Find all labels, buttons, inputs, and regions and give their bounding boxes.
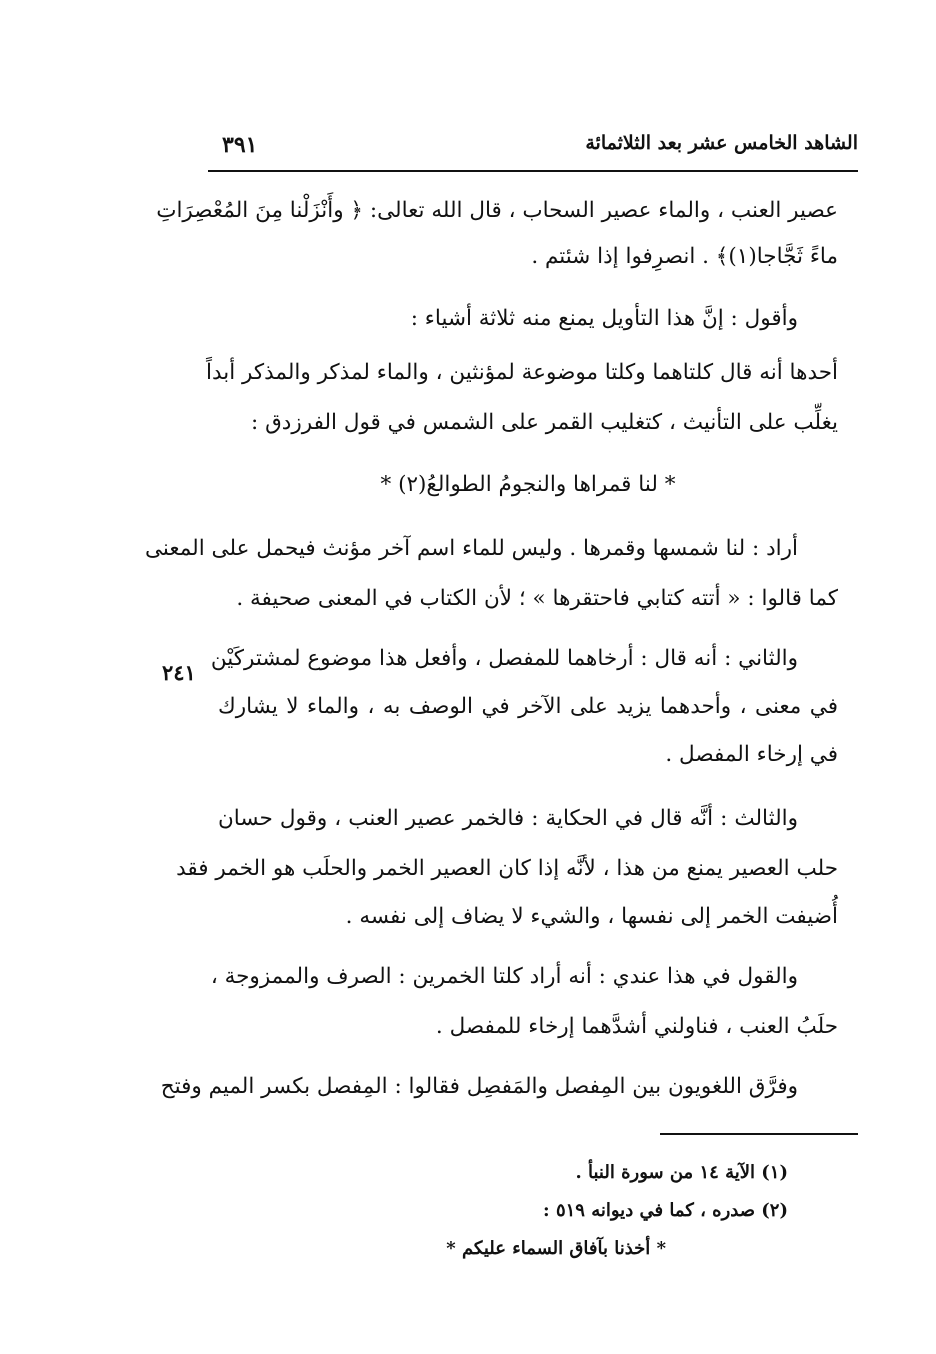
body-line-2: ماءً ثَجَّاجا(١)﴾ . انصرِفوا إذا شئتم . — [531, 244, 838, 269]
body-line-9: والثاني : أنه قال : أرخاهما للمفصل ، وأفعل هذا موضوع لمشتركَيْن — [210, 646, 798, 671]
footnote-verse: * أخذنا بآفاق السماء عليكم * — [446, 1238, 666, 1259]
footnote-2: (٢) صدره ، كما في ديوانه ٥١٩ : — [543, 1200, 788, 1221]
body-line-14: أُضيفت الخمر إلى نفسها ، والشيء لا يضاف إلى نفسه . — [345, 904, 838, 929]
body-line-8: كما قالوا : « أتته كتابي فاحتقرها » ؛ لأن الكتاب في المعنى صحيفة . — [236, 586, 838, 611]
footnote-1: (١) الآية ١٤ من سورة النبأ . — [575, 1162, 788, 1183]
body-line-11: في إرخاء المفصل . — [665, 742, 838, 767]
body-line-12: والثالث : أنَّه قال في الحكاية : فالخمر عصير العنب ، وقول حسان — [218, 806, 798, 831]
body-line-5: يغلِّب على التأنيث ، كتغليب القمر على الشمس في قول الفرزدق : — [251, 410, 838, 435]
body-line-16: حلَبُ العنب ، فناولني أشدَّهما إرخاء للمفصل . — [435, 1014, 838, 1039]
body-line-4: أحدها أنه قال كلتاهما وكلتا موضوعة لمؤنثين ، والماء لمذكر والمذكر أبداً — [205, 360, 838, 385]
running-title: الشاهد الخامس عشر بعد الثلاثمائة — [585, 132, 858, 154]
header-rule — [208, 170, 858, 172]
body-line-10: في معنى ، وأحدهما يزيد على الآخر في الوصف به ، والماء لا يشارك — [218, 694, 838, 719]
body-line-13: حلب العصير يمنع من هذا ، لأنَّه إذا كان العصير الخمر والحلَب هو الخمر فقد — [176, 856, 838, 881]
verse-line: * لنا قمراها والنجومُ الطوالعُ(٢) * — [380, 472, 676, 497]
page-number: ٣٩١ — [222, 132, 258, 158]
body-line-1: عصير العنب ، والماء عصير السحاب ، قال الله تعالى: ﴿ وأَنْزَلْنا مِنَ المُعْصِرَاتِ — [156, 198, 838, 223]
margin-number: ٢٤١ — [162, 660, 196, 685]
page-header — [208, 128, 858, 172]
body-line-7: أراد : لنا شمسها وقمرها . وليس للماء اسم آخر مؤنث فيحمل على المعنى — [144, 536, 798, 561]
footnote-rule — [660, 1133, 858, 1135]
body-line-3: وأقول : إنَّ هذا التأويل يمنع منه ثلاثة أشياء : — [410, 306, 798, 331]
body-line-17: وفرَّق اللغويون بين المِفصل والمَفصِل فقالوا : المِفصل بكسر الميم وفتح — [160, 1074, 798, 1099]
body-line-15: والقول في هذا عندي : أنه أراد كلتا الخمرين : الصرف والممزوجة ، — [210, 964, 798, 989]
